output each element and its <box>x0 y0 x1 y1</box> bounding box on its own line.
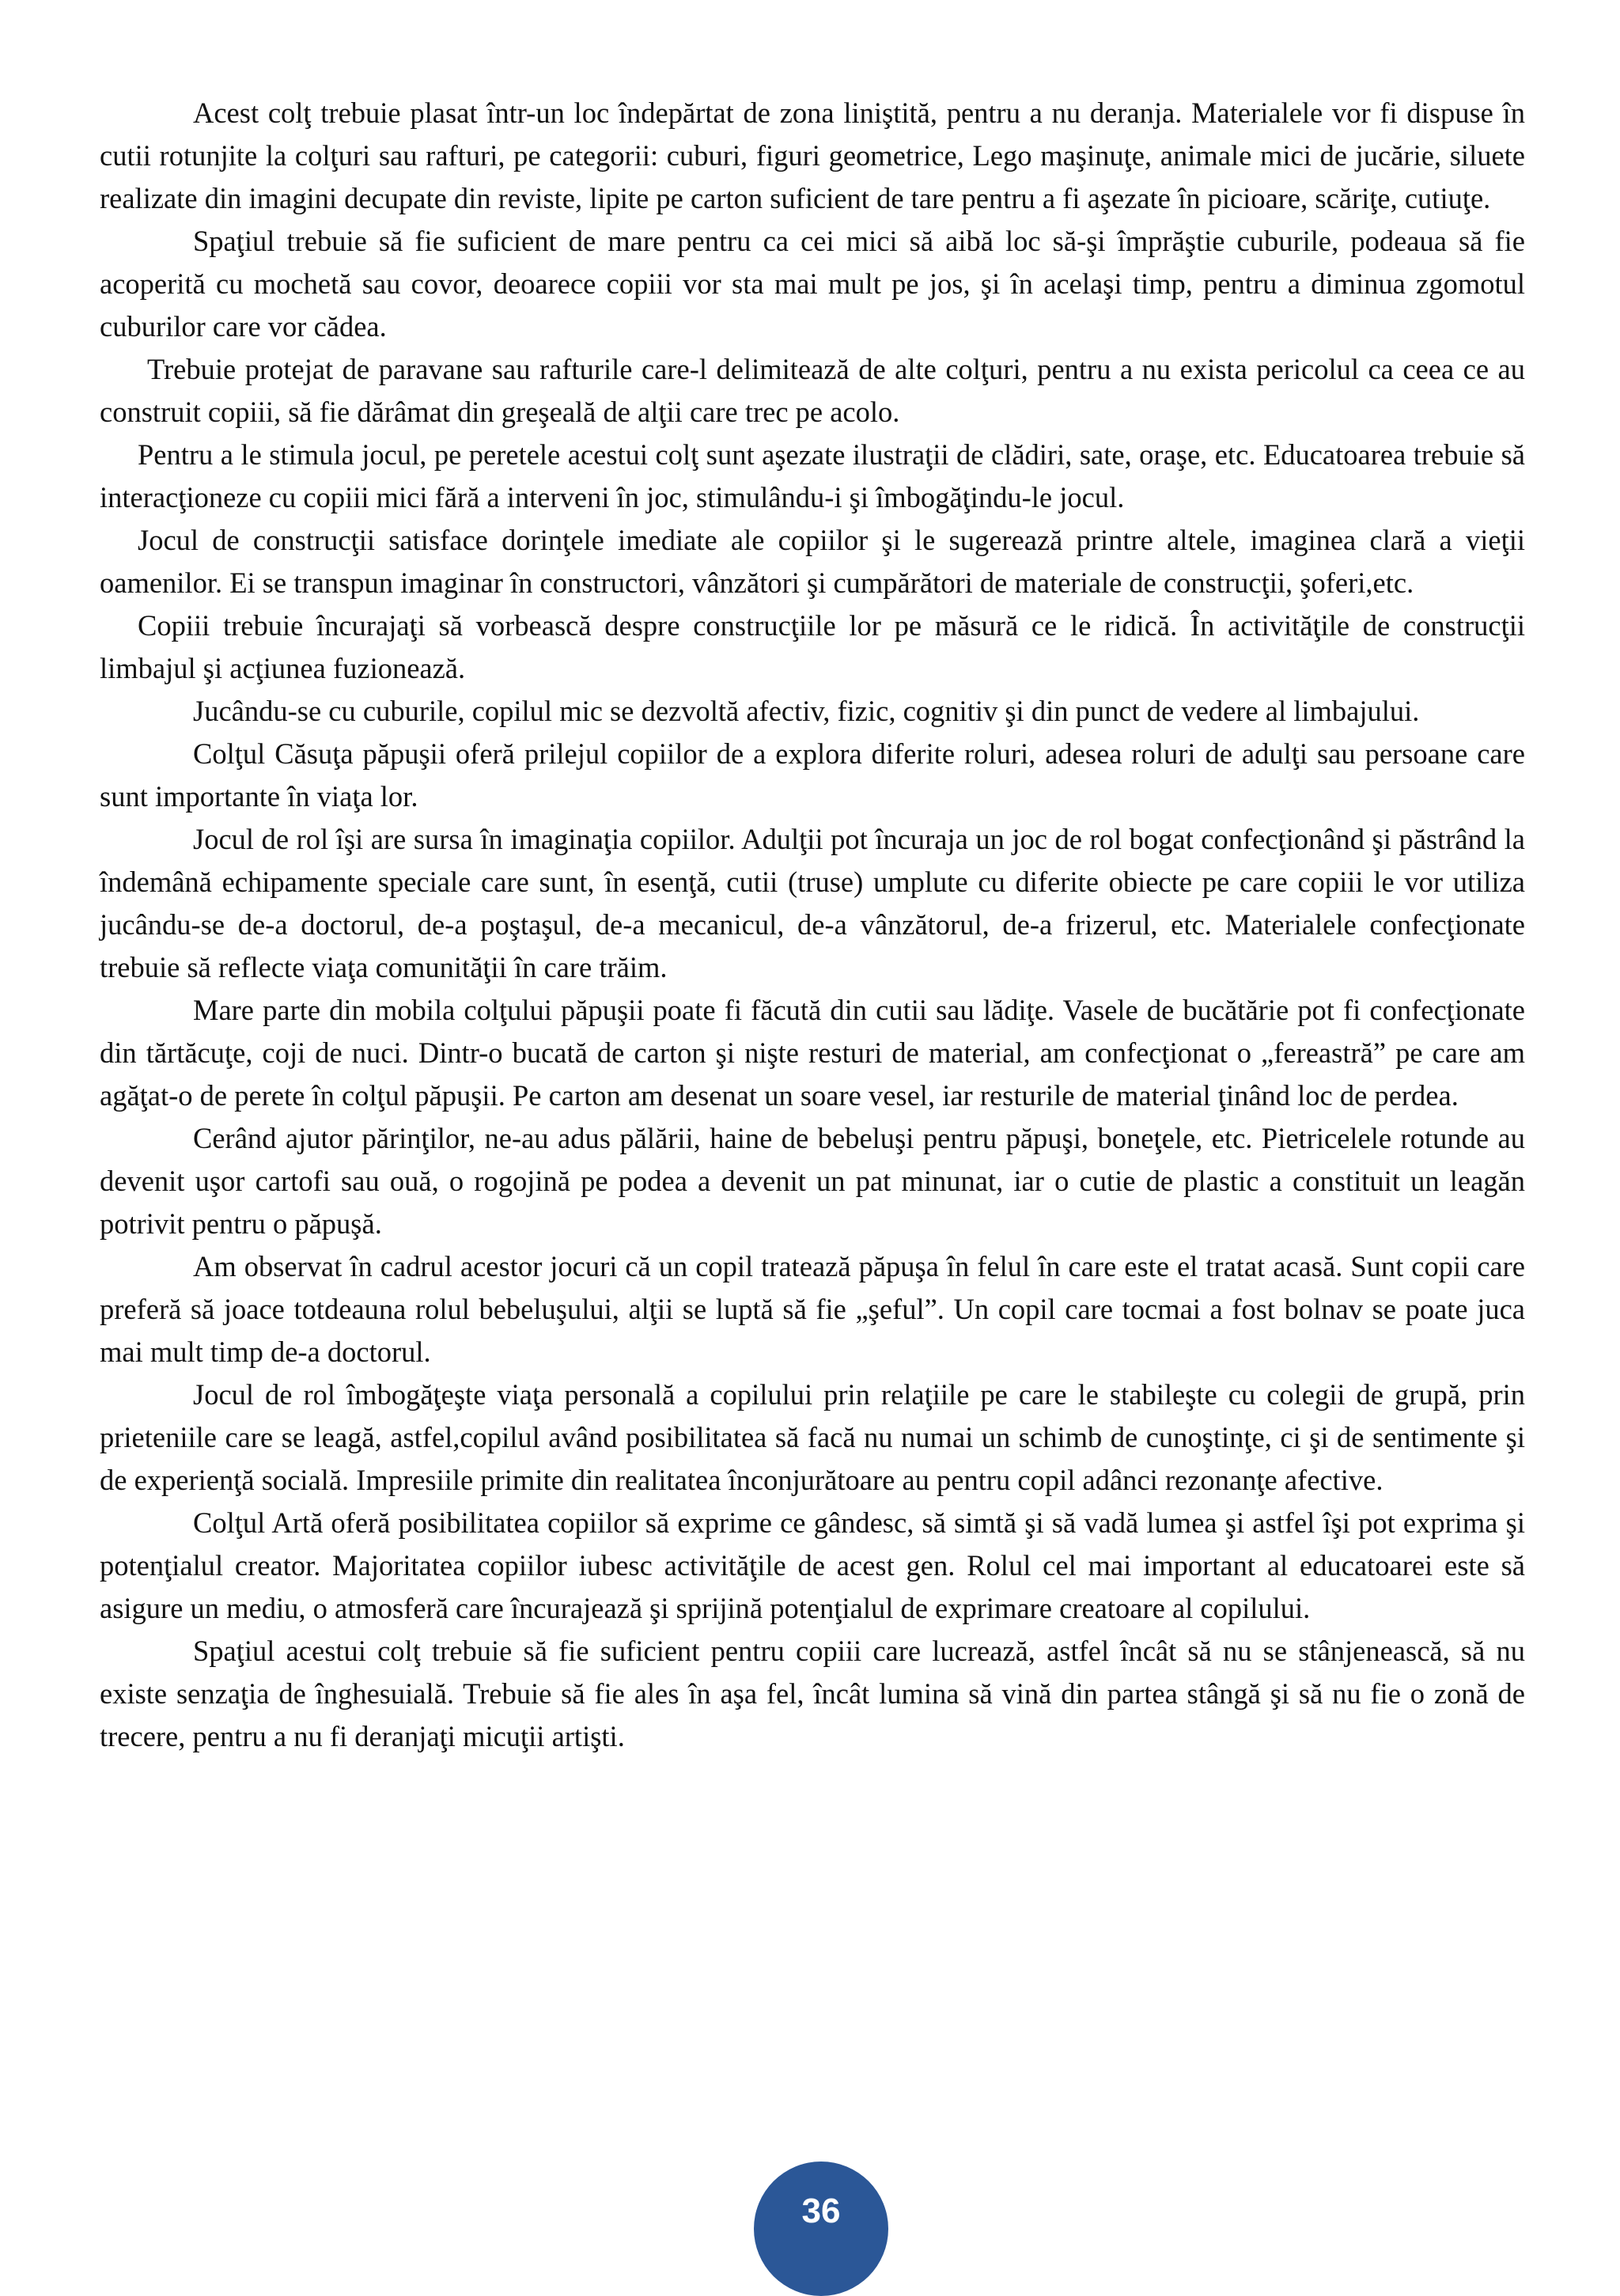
paragraph-3: Trebuie protejat de paravane sau rafturile care-l delimitează de alte colţuri, pentru a nu exista pericolul ca ceea ce au construit copiii, să fie dărâmat din greşeală de alţii care trec pe acolo. <box>100 353 1525 428</box>
paragraph-13: Jocul de rol îmbogăţeşte viaţa personală a copilului prin relaţiile pe care le stabileşte cu colegii de grupă, prin prieteniile care se leagă, astfel,copilul având posibilitatea să facă nu numai un schimb de cunoştinţe, ci şi de sentimente şi de experienţă socială. Impresiile primite din realitatea înconjurătoare au pentru copil adânci rezonanţe afective. <box>100 1378 1525 1496</box>
paragraph-2: Spaţiul trebuie să fie suficient de mare pentru ca cei mici să aibă loc să-şi împrăştie cuburile, podeaua să fie acoperită cu mochetă sau covor, deoarece copiii vor sta mai mult pe jos, şi în acelaşi timp, pentru a diminua zgomotul cuburilor care vor cădea. <box>100 225 1525 343</box>
paragraph-8: Colţul Căsuţa păpuşii oferă prilejul copiilor de a explora diferite roluri, adesea roluri de adulţi sau persoane care sunt importante în viaţa lor. <box>100 737 1525 813</box>
paragraph-9: Jocul de rol îşi are sursa în imaginaţia copiilor. Adulţii pot încuraja un joc de rol bogat confecţionând şi păstrând la îndemână echipamente speciale care sunt, în esenţă, cutii (truse) umplute cu diferite obiecte pe care copiii le vor utiliza jucându-se de-a doctorul, de-a poştaşul, de-a mecanicul, de-a vânzătorul, de-a frizerul, etc. Materialele confecţionate trebuie să reflecte viaţa comunităţii în care trăim. <box>100 823 1525 983</box>
paragraph-14: Colţul Artă oferă posibilitatea copiilor să exprime ce gândesc, să simtă şi să vadă lumea şi astfel îşi pot exprima şi potenţialul creator. Majoritatea copiilor iubesc activităţile de acest gen. Rolul cel mai important al educatoarei este să asigure un mediu, o atmosferă care încurajează şi sprijină potenţialul de exprimare creatoare al copilului. <box>100 1506 1525 1624</box>
page-number-badge <box>754 2161 888 2296</box>
document-body <box>100 92 1525 1758</box>
paragraph-5: Jocul de construcţii satisface dorinţele imediate ale copiilor şi le sugerează printre altele, imaginea clară a vieţii oamenilor. Ei se transpun imaginar în constructori, vânzători şi cumpărători de materiale de construcţii, şoferi,etc. <box>100 524 1525 599</box>
paragraph-6: Copiii trebuie încurajaţi să vorbească despre construcţiile lor pe măsură ce le ridică. În activităţile de construcţii limbajul şi acţiunea fuzionează. <box>100 609 1525 684</box>
paragraph-1: Acest colţ trebuie plasat într-un loc îndepărtat de zona liniştită, pentru a nu deranja. Materialele vor fi dispuse în cutii rotunjite la colţuri sau rafturi, pe categorii: cuburi, figuri geometrice, Lego maşinuţe, animale mici de jucărie, siluete realizate din imagini decupate din reviste, lipite pe carton suficient de tare pentru a fi aşezate în picioare, scăriţe, cutiuţe. <box>100 97 1525 214</box>
paragraph-10: Mare parte din mobila colţului păpuşii poate fi făcută din cutii sau lădiţe. Vasele de bucătărie pot fi confecţionate din tărtăcuţe, coji de nuci. Dintr-o bucată de carton şi nişte resturi de material, am confecţionat o „fereastră” pe care am agăţat-o de perete în colţul păpuşii. Pe carton am desenat un soare vesel, iar resturile de material ţinând loc de perdea. <box>100 994 1525 1112</box>
paragraph-4: Pentru a le stimula jocul, pe peretele acestui colţ sunt aşezate ilustraţii de clădiri, sate, oraşe, etc. Educatoarea trebuie să interacţioneze cu copiii mici fără a interveni în joc, stimulându-i şi îmbogăţindu-le jocul. <box>100 438 1525 513</box>
paragraph-15: Spaţiul acestui colţ trebuie să fie suficient pentru copiii care lucrează, astfel încât să nu se stânjenească, să nu existe senzaţia de înghesuială. Trebuie să fie ales în aşa fel, încât lumina să vină din partea stângă şi să nu fie o zonă de trecere, pentru a nu fi deranjaţi micuţii artişti. <box>100 1635 1525 1752</box>
paragraph-12: Am observat în cadrul acestor jocuri că un copil tratează păpuşa în felul în care este el tratat acasă. Sunt copii care preferă să joace totdeauna rolul bebeluşului, alţii se luptă să fie „şeful”. Un copil care tocmai a fost bolnav se poate juca mai mult timp de-a doctorul. <box>100 1250 1525 1368</box>
page-number: 36 <box>801 2192 841 2230</box>
paragraph-11: Cerând ajutor părinţilor, ne-au adus pălării, haine de bebeluşi pentru păpuşi, boneţele, etc. Pietricelele rotunde au devenit uşor cartofi sau ouă, o rogojină pe podea a devenit un pat minunat, iar o cutie de plastic a constituit un leagăn potrivit pentru o păpuşă. <box>100 1122 1525 1240</box>
paragraph-7: Jucându-se cu cuburile, copilul mic se dezvoltă afectiv, fizic, cognitiv şi din punct de vedere al limbajului. <box>193 695 1420 727</box>
